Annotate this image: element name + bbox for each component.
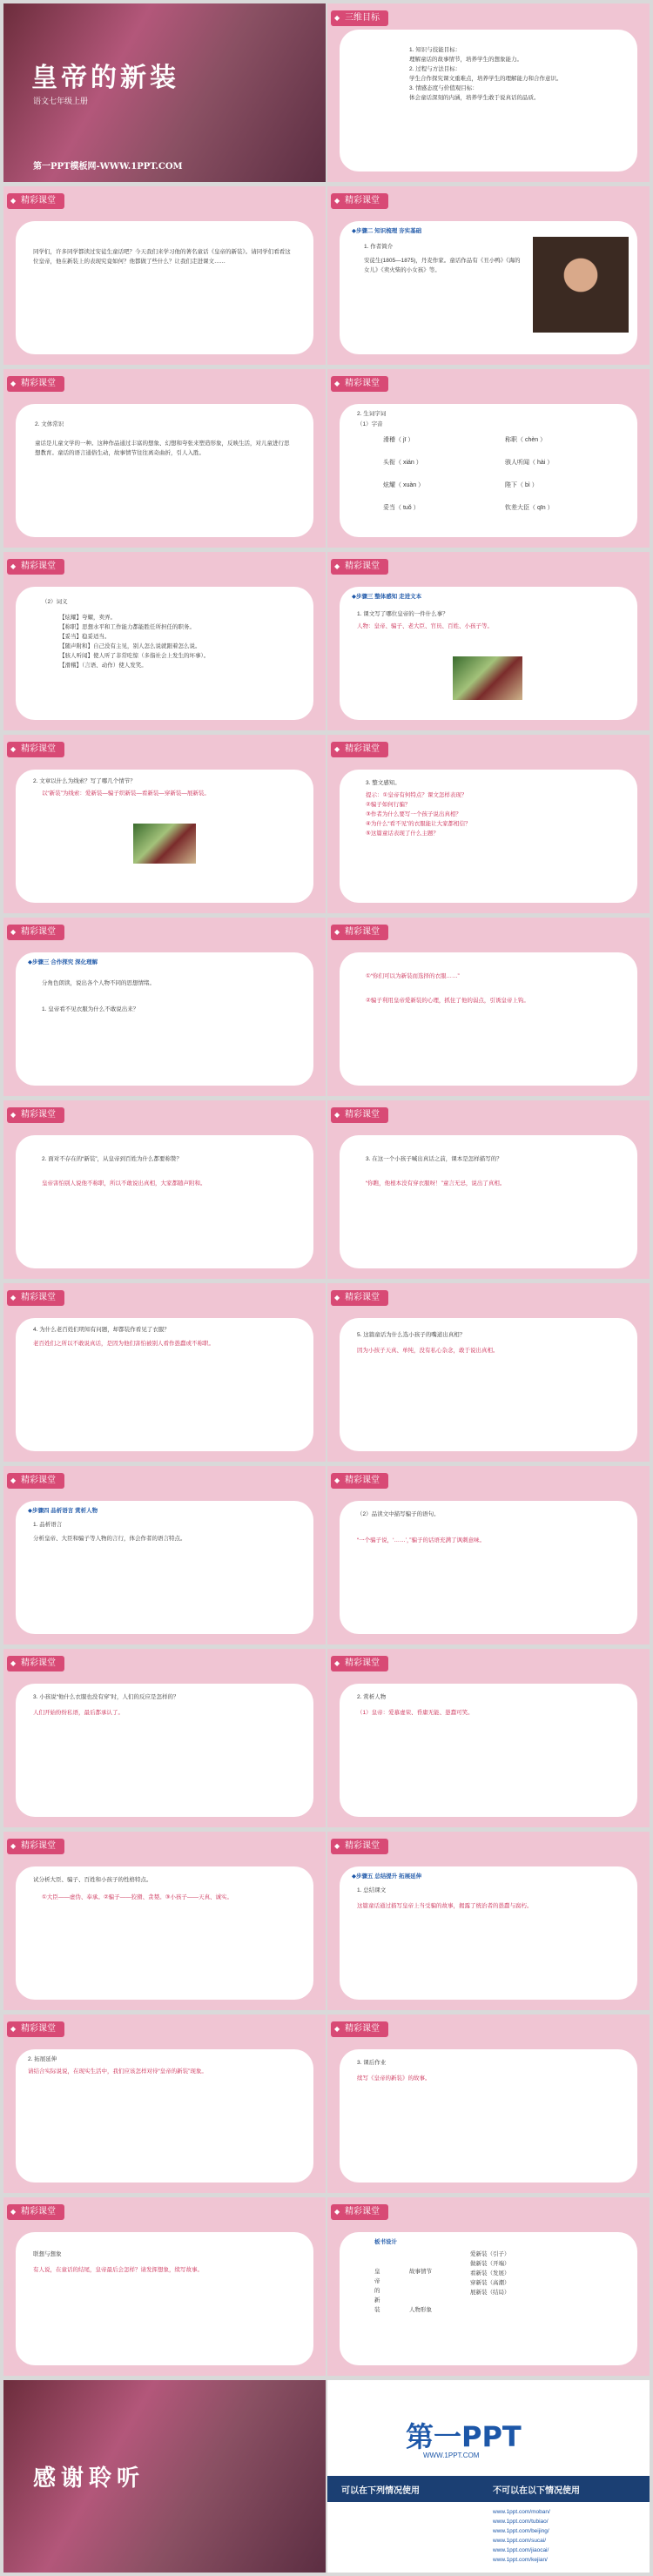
slide-12: [327, 918, 650, 1096]
content-card: [340, 404, 637, 537]
question-text: 3. 小孩说“他什么衣服也没有穿”时，人们的反应是怎样的？: [33, 1694, 179, 1700]
castle-photo: [133, 824, 196, 864]
step-heading: ◆步骤四 品析语言 赏析人物: [28, 1508, 98, 1514]
cover-subtitle: 语文七年级上册: [33, 98, 89, 106]
word-row: 骇人听闻（ hài ）: [505, 460, 554, 466]
question-text: 3. 在这一个小孩子喊出真话之前，课本是怎样描写的？: [366, 1156, 502, 1162]
question-text: 1. 品析语言: [33, 1522, 63, 1528]
slide-19: [3, 1649, 326, 1827]
question-text: 1. 课文写了哪位皇帝的一件什么事？: [357, 611, 448, 617]
cover-footer: 第一PPT模板网-WWW.1PPT.COM: [33, 162, 183, 172]
ad-slide: [327, 2380, 650, 2573]
question-text: 2. 拓展延伸: [28, 2056, 57, 2062]
answer-text: 分析皇帝、大臣和骗子等人物的言行，体会作者的语言特点。: [33, 1536, 186, 1542]
slide-18: [327, 1466, 650, 1644]
content-card: [340, 2232, 637, 2365]
answer-text: ②骗子利用皇帝爱新装的心理，抓住了他的弱点，引诱皇帝上钩。: [366, 998, 529, 1004]
content-card: [340, 1684, 637, 1817]
content-card: [16, 1684, 313, 1817]
content-card: [340, 952, 637, 1086]
slide-24: [327, 2014, 650, 2193]
answer-text: 皇帝害怕别人说他不称职，所以不敢说出真相，大家都随声附和。: [42, 1180, 206, 1187]
slide-tag: ◆ 精彩课堂: [331, 376, 388, 392]
slide-7: [3, 552, 326, 730]
question-text: 4. 为什么老百姓们明知有问题，却都装作看见了衣服？: [33, 1327, 170, 1333]
slide-tag: ◆ 精彩课堂: [7, 1107, 64, 1123]
slide-tag: ◆ 三维目标: [331, 10, 388, 26]
answer-text: 这篇童话通过描写皇帝上当受骗的故事，揭露了统治者的愚蠢与腐朽。: [357, 1903, 533, 1909]
step-heading: ◆步骤三 合作探究 深化理解: [28, 959, 98, 965]
content-card: [16, 1318, 313, 1451]
slide-tag: ◆ 精彩课堂: [7, 1473, 64, 1489]
slide-14: [327, 1100, 650, 1279]
thanks-title: 感谢聆听: [33, 2465, 145, 2492]
slide-21: [3, 1832, 326, 2010]
content-card: [340, 770, 637, 903]
answer-text: 有人说，在童话的结尾，皇帝最后会怎样？请发挥想象，续写故事。: [33, 2267, 203, 2273]
answer-text: 人们开始纷纷私语，最后都承认了。: [33, 1710, 124, 1716]
content-card: [16, 1866, 313, 2000]
slide-tag: ◆ 精彩课堂: [331, 925, 388, 940]
answer-text: 分角色朗读，说出各个人物不同的思想情绪。: [42, 980, 155, 986]
answer-text: 人物：皇帝、骗子、老大臣、官员、百姓、小孩子等。: [357, 623, 493, 629]
content-card: [340, 221, 637, 354]
slide-tag: ◆ 精彩课堂: [331, 559, 388, 575]
answer-text: 请结合实际说说，在现实生活中，我们应该怎样对待“皇帝的新装”现象。: [28, 2068, 207, 2075]
slide-tag: ◆ 精彩课堂: [7, 2204, 64, 2220]
question-text: 试分析大臣、骗子、百姓和小孩子的性格特点。: [33, 1877, 152, 1883]
content-card: [340, 1318, 637, 1451]
content-card: [16, 221, 313, 354]
answer-text: 续写《皇帝的新装》的故事。: [357, 2075, 431, 2082]
slide-9: [3, 735, 326, 913]
content-card: [16, 770, 313, 903]
slide-16: [327, 1283, 650, 1462]
question-text: 2. 面对不存在的“新装”，从皇帝到百姓为什么都要称赞？: [42, 1156, 183, 1162]
slide-tag: ◆ 精彩课堂: [331, 2204, 388, 2220]
slide-tag: ◆ 精彩课堂: [7, 193, 64, 209]
board-heading: 板书设计: [374, 2239, 397, 2245]
content-card: [340, 30, 637, 172]
slide-25: [3, 2197, 326, 2376]
slide-tag: ◆ 精彩课堂: [7, 1839, 64, 1854]
author-portrait: [533, 237, 629, 333]
slide-5: [3, 369, 326, 548]
genre-heading: 2. 文体常识: [35, 421, 64, 427]
question-text: 1. 皇帝看不见衣服为什么不敢说出来？: [42, 1006, 139, 1012]
slide-15: [3, 1283, 326, 1462]
question-text: 2. 赏析人物: [357, 1694, 387, 1700]
content-card: [16, 2232, 313, 2365]
slide-tag: ◆ 精彩课堂: [331, 1839, 388, 1854]
word-row: 陛下（ bì ）: [505, 482, 538, 488]
meaning-heading: （2）词义: [42, 599, 68, 605]
content-card: [340, 587, 637, 720]
slide-3: [3, 186, 326, 365]
slide-6: [327, 369, 650, 548]
ad-band: [327, 2476, 650, 2502]
board-right: 人物形象: [409, 2307, 432, 2313]
word-row: 炫耀（ xuàn ）: [383, 482, 425, 488]
board-title: 皇帝的新装: [374, 2269, 380, 2313]
slide-20: [327, 1649, 650, 1827]
slide-8: [327, 552, 650, 730]
answer-text: 以“新装”为线索：爱新装—骗子织新装—看新装—穿新装—展新装。: [42, 790, 210, 797]
question-text: 联想与想象: [33, 2251, 62, 2257]
words-heading: 2. 生词字词: [357, 411, 387, 417]
content-card: [16, 2049, 313, 2183]
author-text: 安徒生(1805—1875)，丹麦作家。童话作品有《丑小鸭》《海的女儿》《卖火柴的小女孩》等。: [364, 258, 521, 273]
question-text: 1. 总结课文: [357, 1887, 387, 1893]
step-heading: ◆步骤二 知识梳理 夯实基础: [352, 228, 422, 234]
summary-heading: 3. 整文感知。: [366, 780, 401, 786]
question-text: 2. 文章以什么为线索？写了哪几个情节？: [33, 778, 136, 784]
slide-tag: ◆ 精彩课堂: [7, 559, 64, 575]
genre-text: 童话是儿童文学的一种。这种作品通过丰富的想象、幻想和夸张来塑造形象，反映生活，对儿童进行思想教育。童话的语言通俗生动，故事情节往往离奇曲折，引人入胜。: [35, 441, 290, 456]
slide-tag: ◆ 精彩课堂: [7, 742, 64, 757]
answer-text: ①大臣——虚伪、奉承。②骗子——狡猾、贪婪。③小孩子——天真、诚实。: [42, 1894, 232, 1900]
word-row: 妥当（ tuǒ ）: [383, 505, 420, 511]
slide-tag: ◆ 精彩课堂: [7, 1290, 64, 1306]
ad-logo: 第一PPT: [406, 2420, 522, 2453]
slide-23: [3, 2014, 326, 2193]
words-sub: （1）字音: [357, 421, 383, 427]
slide-tag: ◆ 精彩课堂: [331, 1473, 388, 1489]
slide-26: [327, 2197, 650, 2376]
content-card: [16, 1135, 313, 1268]
answer-text: （1）皇帝：爱慕虚荣、昏庸无能、愚蠢可笑。: [357, 1710, 474, 1716]
slide-tag: ◆ 精彩课堂: [7, 376, 64, 392]
slide-tag: ◆ 精彩课堂: [331, 193, 388, 209]
slide-22: [327, 1832, 650, 2010]
slide-tag: ◆ 精彩课堂: [7, 2021, 64, 2037]
answer-text: “一个骗子说，‘……’，”骗子的话语充满了讽刺意味。: [357, 1537, 485, 1544]
word-row: 滑稽（ jī ）: [383, 437, 414, 443]
step-heading: ◆步骤五 总结提升 拓展延伸: [352, 1873, 422, 1880]
cover-title: 皇帝的新装: [31, 63, 179, 93]
content-card: [340, 1866, 637, 2000]
board-items: 爱新装（引子） 做新装（开端） 看新装（发展） 穿新装（高潮） 展新装（结局）: [470, 2251, 510, 2296]
slide-tag: ◆ 精彩课堂: [331, 1107, 388, 1123]
answer-text: 老百姓们之所以不敢说真话，是因为他们害怕被别人看作愚蠢或不称职。: [33, 1341, 214, 1347]
content-card: [340, 2049, 637, 2183]
intro-text: 同学们，许多同学都读过安徒生童话吧？今天我们来学习他的著名童话《皇帝的新装》。请同学们看看这位皇帝，他在新装上的表现究竟如何？他都做了些什么？让我们走进课文……: [33, 249, 291, 265]
word-row: 称职（ chèn ）: [505, 437, 547, 443]
thanks-slide: [3, 2380, 326, 2573]
slide-objectives: [327, 3, 650, 182]
meaning-lines: 【炫耀】夸耀，卖弄。 【称职】思想水平和工作能力都能胜任所担任的职务。 【妥当】稳妥适当。 【随声附和】自己没有主见，别人怎么说就跟着怎么说。 【骇人听闻】使人听了非常吃惊（多指社会上发生的坏事）。 【滑稽】（言语、动作）使人发笑。: [59, 615, 210, 669]
content-card: [16, 404, 313, 537]
slide-tag: ◆ 精彩课堂: [331, 1656, 388, 1671]
answer-text: “你瞧，他根本没有穿衣服呀！”童言无忌，说出了真相。: [366, 1180, 506, 1187]
question-text: （2）品读文中描写骗子的语句。: [357, 1511, 440, 1517]
ad-url: WWW.1PPT.COM: [423, 2452, 480, 2459]
ad-left-head: 可以在下列情况使用: [341, 2486, 420, 2496]
slide-10: [327, 735, 650, 913]
slide-4: [327, 186, 650, 365]
content-card: [16, 952, 313, 1086]
ad-right-head: 不可以在以下情况使用: [493, 2486, 580, 2496]
question-text: 5. 这篇童话为什么选小孩子的嘴道出真相？: [357, 1332, 466, 1338]
objective-lines: 1. 知识与技能目标： 理解童话的故事情节，培养学生的想象能力。 2. 过程与方法目标： 学生合作探究课文重难点，培养学生的理解能力和合作意识。 3. 情感态度与价值观目标： 体会童话深刻的内涵，培养学生敢于说真话的品质。: [409, 47, 562, 101]
word-row: 钦差大臣（ qīn ）: [505, 505, 554, 511]
summary-lines: 提示：①皇帝有何特点？课文怎样表现？ ②骗子如何行骗？ ③作者为什么要写一个孩子说出真相？ ④为什么“看不见”的衣服能让大家都相信？ ⑤这篇童话表现了什么主题？: [366, 792, 471, 837]
slide-tag: ◆ 精彩课堂: [331, 1290, 388, 1306]
slide-tag: ◆ 精彩课堂: [7, 1656, 64, 1671]
castle-photo: [453, 656, 522, 700]
answer-text: 因为小孩子天真、单纯，没有私心杂念，敢于说出真相。: [357, 1348, 499, 1354]
slide-tag: ◆ 精彩课堂: [331, 742, 388, 757]
content-card: [16, 1501, 313, 1634]
board-left: 故事情节: [409, 2269, 432, 2275]
slide-tag: ◆ 精彩课堂: [7, 925, 64, 940]
step-heading: ◆步骤三 整体感知 走进文本: [352, 594, 422, 600]
slide-17: [3, 1466, 326, 1644]
author-heading: 1. 作者简介: [364, 244, 394, 250]
word-row: 头衔（ xián ）: [383, 460, 422, 466]
slide-11: [3, 918, 326, 1096]
slide-tag: ◆ 精彩课堂: [331, 2021, 388, 2037]
question-text: 3. 课后作业: [357, 2060, 387, 2066]
cover-slide: [3, 3, 326, 182]
question-text: ①“你们可以为新装而选择的衣服……”: [366, 973, 460, 979]
slide-13: [3, 1100, 326, 1279]
content-card: [340, 1135, 637, 1268]
content-card: [16, 587, 313, 720]
content-card: [340, 1501, 637, 1634]
ad-links[interactable]: www.1ppt.com/moban/ www.1ppt.com/tubiao/ www.1ppt.com/beijing/ www.1ppt.com/sucai/ www.1ppt.com/jiaocai/ www.1ppt.com/kejian/: [493, 2509, 550, 2563]
